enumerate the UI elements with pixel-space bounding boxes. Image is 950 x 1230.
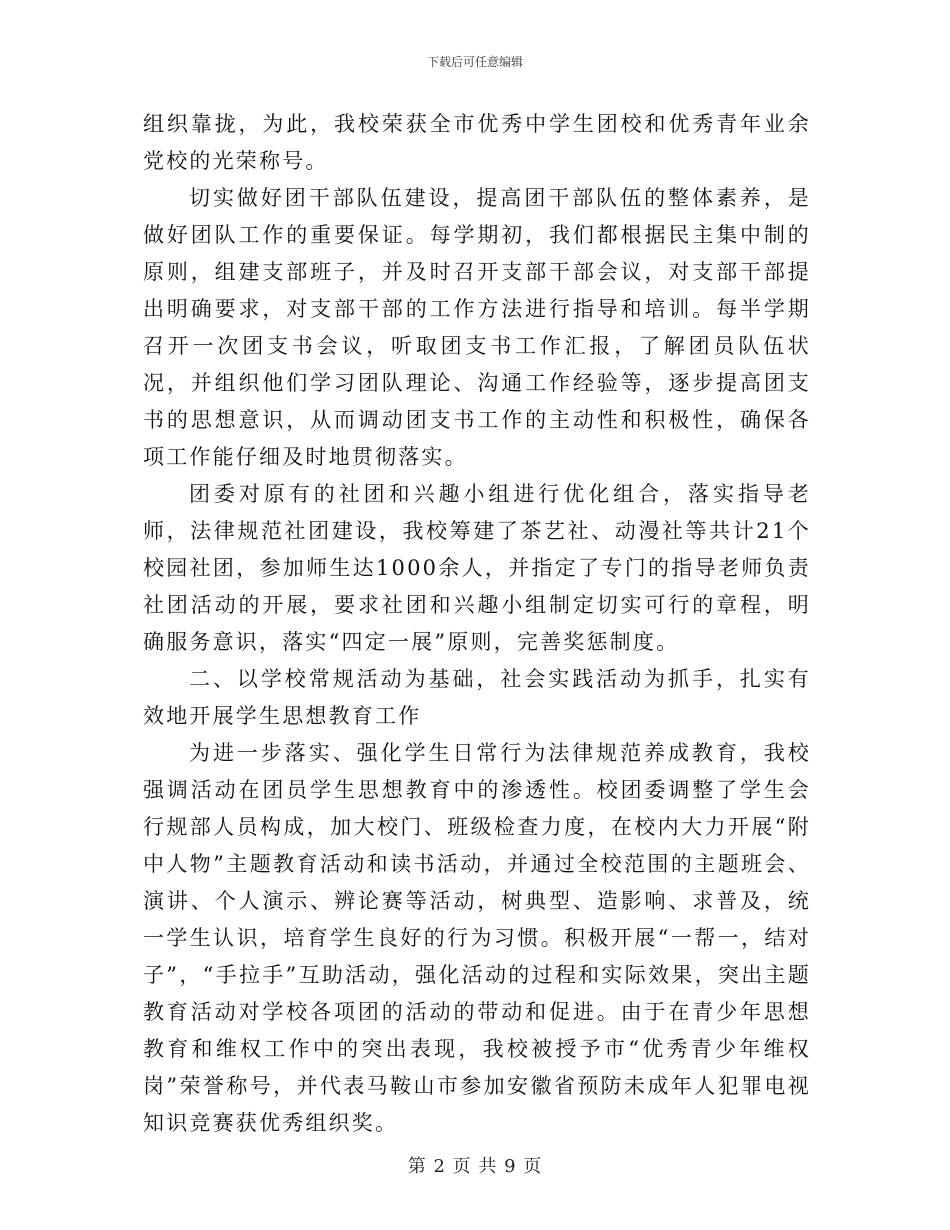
paragraph-continuation: 组织靠拢，为此，我校荣获全市优秀中学生团校和优秀青年业余党校的光荣称号。: [143, 112, 811, 173]
paragraph-clubs: 团委对原有的社团和兴趣小组进行优化组合，落实指导老师，法律规范社团建设，我校筹建了茶艺社、动漫社等共计21个校园社团，参加师生达1000余人，并指定了专门的指导老师负责社团活动的开展，要求社团和兴趣小组制定切实可行的章程，明确服务意识，落实“四定一展”原则，完善奖惩制度。: [143, 482, 811, 654]
paragraph-education: 为进一步落实、强化学生日常行为法律规范养成教育，我校强调活动在团员学生思想教育中的渗透性。校团委调整了学生会行规部人员构成，加大校门、班级检查力度，在校内大力开展“附中人物”主题教育活动和读书活动，并通过全校范围的主题班会、演讲、个人演示、辨论赛等活动，树典型、造影响、求普及，统一学生认识，培育学生良好的行为习惯。积极开展“一帮一，结对子”，“手拉手”互助活动，强化活动的过程和实际效果，突出主题教育活动对学校各项团的活动的带动和促进。由于在青少年思想教育和维权工作中的突出表现，我校被授予市“优秀青少年维权岗”荣誉称号，并代表马鞍山市参加安徽省预防未成年人犯罪电视知识竞赛获优秀组织奖。: [143, 741, 811, 1135]
document-body: [143, 106, 811, 1142]
page-header: 下载后可任意编辑: [426, 55, 523, 69]
section-heading-2: 二、以学校常规活动为基础，社会实践活动为抓手，扎实有效地开展学生思想教育工作: [143, 667, 811, 728]
paragraph-cadre-building: 切实做好团干部队伍建设，提高团干部队伍的整体素养，是做好团队工作的重要保证。每学期初，我们都根据民主集中制的原则，组建支部班子，并及时召开支部干部会议，对支部干部提出明确要求，对支部干部的工作方法进行指导和培训。每半学期召开一次团支书会议，听取团支书工作汇报，了解团员队伍状况，并组织他们学习团队理论、沟通工作经验等，逐步提高团支书的思想意识，从而调动团支书工作的主动性和积极性，确保各项工作能仔细及时地贯彻落实。: [143, 186, 811, 469]
page-footer: 第 2 页 共 9 页: [407, 1156, 543, 1177]
